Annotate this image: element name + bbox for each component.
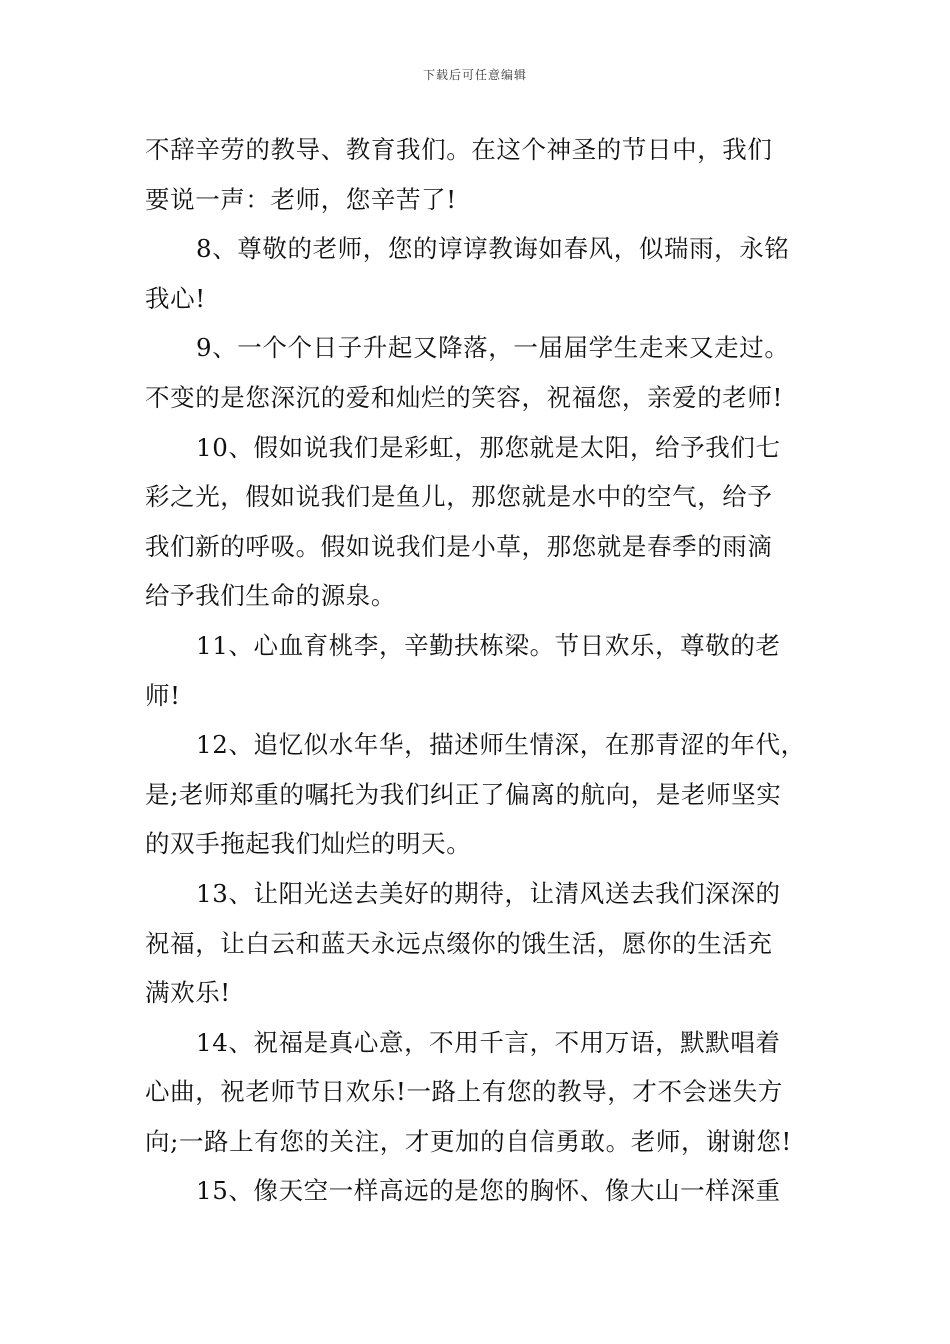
text-line: 不变的是您深沉的爱和灿烂的笑容，祝福您，亲爱的老师!	[145, 382, 783, 412]
text-line: 祝福，让白云和蓝天永远点缀你的饿生活，愿你的生活充	[145, 928, 773, 958]
document-body	[145, 125, 807, 1216]
text-line: 12、追忆似水年华，描述师生情深，在那青涩的年代，	[196, 730, 806, 760]
text-line: 是;老师郑重的嘱托为我们纠正了偏离的航向，是老师坚实	[145, 779, 782, 809]
text-line: 10、假如说我们是彩虹，那您就是太阳，给予我们七	[196, 432, 781, 462]
text-line: 满欢乐!	[145, 978, 231, 1008]
text-line: 9、一个个日子升起又降落，一届届学生走来又走过。	[196, 333, 790, 363]
page-header: 下载后可任意编辑	[422, 68, 527, 82]
text-line: 14、祝福是真心意，不用千言，不用万语，默默唱着	[196, 1027, 781, 1057]
text-line: 11、心血育桃李，辛勤扶栋梁。节日欢乐，尊敬的老	[196, 630, 781, 660]
text-line: 的双手拖起我们灿烂的明天。	[145, 829, 472, 859]
text-line: 13、让阳光送去美好的期待，让清风送去我们深深的	[196, 878, 781, 908]
text-line: 心曲，祝老师节日欢乐!一路上有您的教导，才不会迷失方	[145, 1077, 783, 1107]
text-line: 我心!	[145, 283, 206, 313]
text-line: 我们新的呼吸。假如说我们是小草，那您就是春季的雨滴	[145, 531, 773, 561]
text-line: 15、像天空一样高远的是您的胸怀、像大山一样深重	[196, 1176, 781, 1206]
text-line: 8、尊敬的老师，您的谆谆教诲如春风，似瑞雨，永铭	[196, 234, 790, 264]
text-line: 不辞辛劳的教导、教育我们。在这个神圣的节日中，我们	[145, 135, 773, 164]
text-line: 师!	[145, 680, 181, 710]
text-line: 彩之光，假如说我们是鱼儿，那您就是水中的空气，给予	[145, 482, 773, 512]
text-line: 向;一路上有您的关注，才更加的自信勇敢。老师，谢谢您!	[145, 1126, 792, 1156]
text-line: 给予我们生命的源泉。	[145, 581, 396, 611]
text-line: 要说一声：老师，您辛苦了!	[145, 184, 457, 214]
